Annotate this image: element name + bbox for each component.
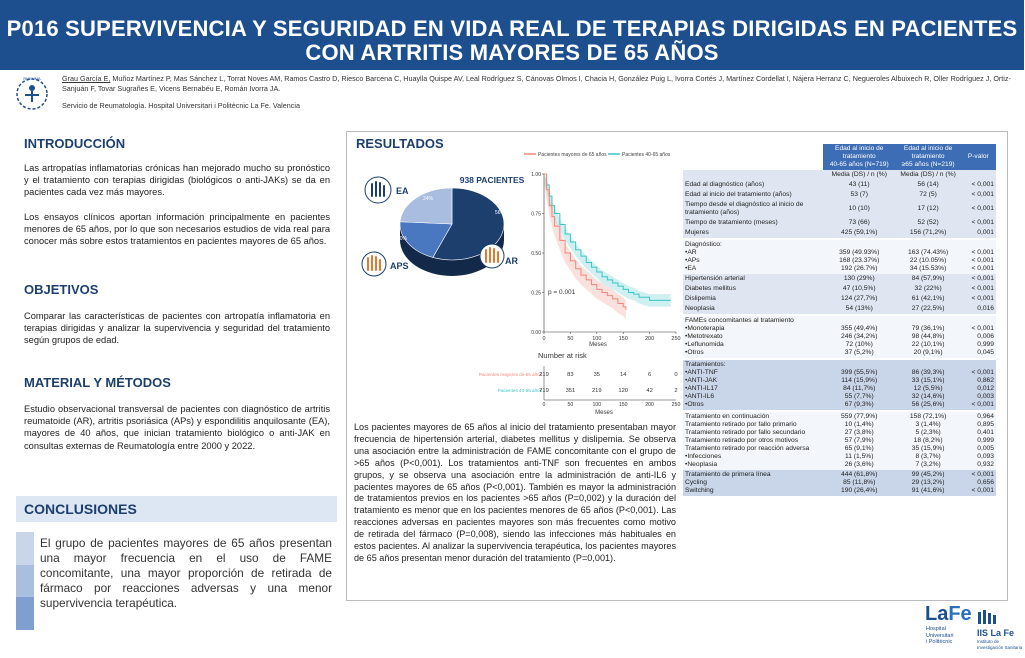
table-cell-b: 56 (14) — [896, 180, 961, 190]
table-cell-b: 17 (12) — [896, 200, 961, 218]
table-cell-label: Hipertensión arterial — [683, 274, 823, 284]
table-cell-label: Mujeres — [683, 228, 823, 238]
first-author: Grau García E, — [62, 74, 111, 83]
risk-value: 351 — [565, 388, 576, 394]
table-cell-b: 72 (5) — [896, 190, 961, 200]
pie-total-label: 938 PACIENTES — [459, 175, 525, 185]
lafe-logo-part-2: Fe — [948, 603, 972, 625]
risk-value: 719 — [539, 388, 549, 394]
iis-logo-icon — [977, 610, 997, 624]
hand-icon-aps — [362, 252, 386, 276]
table-cell-p: < 0,001 — [961, 284, 996, 294]
km-y-tick-label: 1.00 — [531, 172, 541, 178]
km-x-tick-label: 150 — [618, 336, 628, 342]
risk-x-tick-label: 150 — [618, 402, 628, 408]
table-cell-a: 73 (66) — [823, 218, 896, 228]
pie-pct-label: 24% — [422, 196, 434, 202]
resultados-title: RESULTADOS — [356, 136, 444, 151]
table-cell-p: < 0,001 — [961, 200, 996, 218]
lafe-logo-sub: Hospital Universitari i Politècnic — [926, 626, 954, 645]
table-row — [683, 200, 996, 218]
table-cell-label: Tiempo de tratamiento (meses) — [683, 218, 823, 228]
table-row — [683, 304, 996, 314]
table-cell-b: 99 (45,2%) 29 (13,2%) 91 (41,6%) — [896, 470, 961, 496]
table-cell-a: 355 (49,4%) 246 (34,2%) 72 (10%) 37 (5,2%) — [823, 316, 896, 358]
logo-text: RHEUMA — [23, 76, 41, 81]
patient-characteristics-table — [683, 144, 996, 496]
km-legend — [524, 152, 671, 158]
table-cell-label: Tratamiento en continuación Tratamiento retirado por fallo primario Tratamiento retirado por fallo secundario Tratamiento retirado por otros motivos Tratamiento retirado por reacción adversa •Infecciones •Neoplasia — [683, 412, 823, 470]
table-cell-a: 130 (29%) — [823, 274, 896, 284]
table-cell-label: Tratamiento de primera línea Cycling Switching — [683, 470, 823, 496]
table-cell-b: 158 (72,1%) 3 (1,4%) 5 (2,3%) 18 (8,2%) 35 (15,9%) 8 (3,7%) 7 (3,2%) — [896, 412, 961, 470]
institution: Servicio de Reumatología. Hospital Universitari i Politècnic La Fe. Valencia — [62, 101, 300, 110]
table-cell-b: 61 (42,1%) — [896, 294, 961, 304]
risk-value: 219 — [591, 388, 602, 394]
pie-pct-label: 20% — [396, 236, 408, 242]
lafe-logo-part-1: La — [925, 603, 949, 625]
table-cell-b: 32 (22%) — [896, 284, 961, 294]
iis-logo-sub: Instituto de Investigación Sanitaria — [977, 639, 1023, 650]
risk-value: 6 — [647, 372, 652, 378]
table-cell-b: 86 (39,3%) 33 (15,1%) 12 (5,5%) 32 (14,6%) 56 (25,6%) — [896, 360, 961, 410]
risk-x-tick-label: 200 — [645, 402, 654, 408]
legend-old: Pacientes mayores de 65 años — [538, 152, 607, 158]
risk-value: 0 — [674, 372, 678, 378]
table-header-row — [683, 144, 996, 170]
poster-header — [0, 0, 1024, 70]
subheader-2: Media (DS) / n (%) — [896, 170, 961, 180]
table-cell-p: < 0,001 0,862 0,012 0,003 < 0,001 — [961, 360, 996, 410]
hand-icon-ea — [365, 177, 391, 203]
table-row — [683, 240, 996, 274]
other-authors: Muñoz Martínez P, Mas Sánchez L, Torrat Noves AM, Ramos Castro D, Riesco Barcena C, Huaylla Quispe AV, Leal Rodríguez S, Cánovas Olmos I, Chacia H, González Puig L, Ivorra Cortés J, Martínez Cordellat I, Nájera Herranz C, Negueroles Albuixech R, Oller Rodríguez J, Ortiz-Sanjuán F, Tovar Sugrañes E, Vicens Bernabéu E, Román Ivorra JA. — [62, 74, 1011, 93]
lafe-logo — [925, 604, 972, 624]
table-cell-p: 0,016 — [961, 304, 996, 314]
table-cell-label: FAMEs concomitantes al tratamiento •Monoterapia •Metotrexato •Leflunomida •Otros — [683, 316, 823, 358]
subheader-empty — [683, 170, 823, 180]
pie-pct-label: 56% — [494, 210, 506, 216]
risk-x-tick-label: 0 — [542, 402, 546, 408]
table-header-pvalue: P-valor — [961, 144, 996, 170]
iis-logo-text: IIS La Fe — [977, 628, 1015, 638]
table-cell-p: < 0,001 — [961, 294, 996, 304]
table-subheader-row — [683, 170, 996, 180]
table-cell-label: Diagnóstico: •AR •APs •EA — [683, 240, 823, 274]
conclusiones-box — [16, 532, 337, 630]
risk-x-tick-label: 50 — [567, 402, 574, 408]
pie-label-aps: APS — [390, 261, 409, 271]
table-row — [683, 218, 996, 228]
intro-paragraph-1: Las artropatías inflamatorias crónicas han mejorado mucho su pronóstico y el tratamiento con terapias dirigidas (biológicos o anti-JAKs) se da en pacientes cada vez más mayores. — [24, 163, 330, 198]
risk-value: 14 — [619, 372, 627, 378]
table-cell-p: < 0,001 — [961, 274, 996, 284]
table-cell-a: 425 (59,1%) — [823, 228, 896, 238]
risk-value: 120 — [618, 388, 629, 394]
km-curve-old-ci-band — [544, 174, 626, 319]
km-y-tick-label: 0.50 — [531, 251, 541, 257]
objetivos-text: Comparar las características de pacientes con artropatía inflamatoria en terapias dirigidas y analizar la supervivencia y seguridad del tratamiento según grupos de edad. — [24, 311, 330, 346]
table-cell-label: Diabetes mellitus — [683, 284, 823, 294]
km-y-tick-label: 0.75 — [531, 211, 541, 218]
objetivos-title: OBJETIVOS — [24, 282, 99, 297]
table-cell-label: Edad al diagnóstico (años) — [683, 180, 823, 190]
km-x-tick-label: 100 — [592, 336, 602, 342]
table-cell-p: < 0,001 0,006 0,999 0,045 — [961, 316, 996, 358]
table-cell-p: < 0,001 0,656 < 0,001 — [961, 470, 996, 496]
risk-row-label: Pacientes mayores de 65 años — [478, 372, 542, 377]
table-cell-p: < 0,001 — [961, 180, 996, 190]
km-y-tick-label: 0.25 — [531, 290, 541, 297]
hand-icon-ar — [480, 244, 504, 268]
metodos-title: MATERIAL Y MÉTODOS — [24, 375, 171, 390]
accent-bar-segment — [16, 532, 34, 565]
table-cell-a: 559 (77,9%) 10 (1,4%) 27 (3,8%) 57 (7,9%) 65 (9,1%) 11 (1,5%) 26 (3,6%) — [823, 412, 896, 470]
risk-value: 83 — [567, 372, 574, 378]
risk-xlabel: Meses — [595, 410, 613, 416]
rheuma-logo-icon — [14, 74, 50, 114]
km-pvalue: p = 0.001 — [548, 289, 576, 296]
table-row — [683, 360, 996, 410]
table-cell-label: Tratamientos: •ANTI-TNF •ANTI-JAK •ANTI-IL17 •ANTI-IL6 •Otros — [683, 360, 823, 410]
table-cell-a: 53 (7) — [823, 190, 896, 200]
title-line-1: P016 SUPERVIVENCIA Y SEGURIDAD EN VIDA REAL DE TERAPIAS DIRIGIDAS EN PACIENTES — [6, 16, 1018, 41]
table-row — [683, 180, 996, 190]
table-cell-p: 0,001 — [961, 228, 996, 238]
pie-label-ea: EA — [396, 186, 409, 196]
table-cell-label: Tiempo desde el diagnóstico al inicio de tratamiento (años) — [683, 200, 823, 218]
table-row — [683, 284, 996, 294]
table-cell-a: 43 (11) — [823, 180, 896, 190]
table-cell-a: 359 (49.93%) 168 (23.37%) 192 (26.7%) — [823, 240, 896, 274]
poster-title — [0, 0, 1024, 65]
conclusiones-title: CONCLUSIONES — [16, 496, 337, 522]
title-line-2: CON ARTRITIS MAYORES DE 65 AÑOS — [305, 40, 719, 65]
accent-bar-segment — [16, 597, 34, 630]
subheader-3 — [961, 170, 996, 180]
author-list — [62, 74, 1012, 94]
intro-paragraph-2: Los ensayos clínicos aportan información principalmente en pacientes menores de 65 años, por lo que son necesarios estudios de vida real para conocer más sobre estos tratamientos en pacientes mayores de 65 años. — [24, 212, 330, 247]
accent-bar-segment — [16, 565, 34, 598]
table-row — [683, 412, 996, 470]
institution-logos — [925, 604, 1025, 656]
table-cell-a: 54 (13%) — [823, 304, 896, 314]
conclusiones-text: El grupo de pacientes mayores de 65 años presentan una mayor frecuencia en el uso de FAME concomitante, una mayor proporción de retirada de fármaco por reacciones adversas y una menor supervivencia terapéutica. — [40, 536, 332, 610]
table-row — [683, 190, 996, 200]
risk-value: 219 — [539, 372, 549, 378]
risk-table-title: Number at risk — [538, 351, 587, 360]
metodos-text: Estudio observacional transversal de pacientes con diagnóstico de artritis reumatoide (AR), artritis psoriásica (APs) y espondilitis anquilosante (EA), mayores de 40 años, que inician tratamiento biológico o anti-JAK en consultas externas de Reumatología entre 2000 y 2022. — [24, 404, 330, 451]
risk-value: 35 — [593, 372, 601, 378]
conclusiones-accent-bar — [16, 532, 34, 630]
table-cell-p: < 0,001 < 0,001 < 0,001 — [961, 240, 996, 274]
table-cell-label: Neoplasia — [683, 304, 823, 314]
table-cell-b: 163 (74.43%) 22 (10.05%) 34 (15.53%) — [896, 240, 961, 274]
table-cell-a: 47 (10,5%) — [823, 284, 896, 294]
km-x-tick-label: 50 — [567, 336, 574, 342]
table-cell-b: 27 (22,5%) — [896, 304, 961, 314]
table-cell-b: 79 (36,1%) 98 (44,8%) 22 (10,1%) 20 (9,1%) — [896, 316, 961, 358]
table-row — [683, 274, 996, 284]
table-cell-a: 399 (55,5%) 114 (15,9%) 84 (11,7%) 55 (7,7%) 67 (9,3%) — [823, 360, 896, 410]
risk-value: 42 — [646, 388, 653, 394]
km-xlabel: Meses — [589, 342, 607, 348]
table-cell-a: 10 (10) — [823, 200, 896, 218]
table-cell-a: 124 (27,7%) — [823, 294, 896, 304]
table-row — [683, 470, 996, 496]
legend-young: Pacientes 40-65 años — [622, 152, 671, 158]
risk-value: 2 — [674, 388, 678, 394]
table-cell-a: 444 (61,8%) 85 (11,8%) 190 (26,4%) — [823, 470, 896, 496]
table-cell-p: < 0,001 — [961, 218, 996, 228]
table-header-group-1: Edad al inicio de tratamiento 40-65 años (N=719) — [823, 144, 896, 170]
table-header-group-2: Edad al inicio de tratamiento ≥65 años (N=219) — [896, 144, 961, 170]
km-x-tick-label: 0 — [542, 336, 546, 342]
table-row — [683, 228, 996, 238]
table-row — [683, 316, 996, 358]
table-row — [683, 294, 996, 304]
risk-x-tick-label: 250 — [671, 402, 681, 408]
resultados-text: Los pacientes mayores de 65 años al inicio del tratamiento presentaban mayor frecuencia de hipertensión arterial, diabetes mellitus y dislipemia. Se observa una asociación entre la administración de FAME concomitante con el grupo de >65 años (P<0,001). Los tratamientos anti-TNF son frecuentes en ambos grupos, y se observa una asociación entre la administración de anti-IL6 y pacientes mayores de 65 años (P<0,001). También es mayor la administración de tratamientos previos en los pacientes >65 años (P=0,002) y la duración del tratamiento es menor que en los pacientes menores de 65 años (P<0,001). Las reacciones adversas en pacientes mayores son más frecuentes como motivo de retirada del fármaco (P=0,008), siendo las infecciones más habituales en estos pacientes. Al analizar la supervivencia terapéutica, los pacientes mayores de 65 años presentan menor duración del tratamiento (P=0,001). — [354, 422, 676, 563]
intro-title: INTRODUCCIÓN — [24, 136, 126, 151]
table-cell-b: 52 (52) — [896, 218, 961, 228]
table-cell-p: 0,964 0,895 0,401 0,999 0,005 0,093 0,932 — [961, 412, 996, 470]
km-y-tick-label: 0.00 — [531, 330, 541, 336]
table-cell-p: < 0,001 — [961, 190, 996, 200]
risk-x-tick-label: 100 — [592, 402, 602, 408]
table-header-empty — [683, 144, 823, 170]
subheader-1: Media (DS) / n (%) — [823, 170, 896, 180]
table-cell-label: Dislipemia — [683, 294, 823, 304]
pie-label-ar: AR — [505, 256, 518, 266]
table-cell-b: 156 (71,2%) — [896, 228, 961, 238]
table-cell-label: Edad al inicio del tratamiento (años) — [683, 190, 823, 200]
diagnosis-pie-chart — [360, 168, 525, 278]
km-x-tick-label: 250 — [671, 336, 681, 342]
km-x-tick-label: 200 — [645, 336, 655, 342]
table-cell-b: 84 (57,9%) — [896, 274, 961, 284]
risk-row-label: Pacientes 40-65 años — [497, 388, 542, 393]
